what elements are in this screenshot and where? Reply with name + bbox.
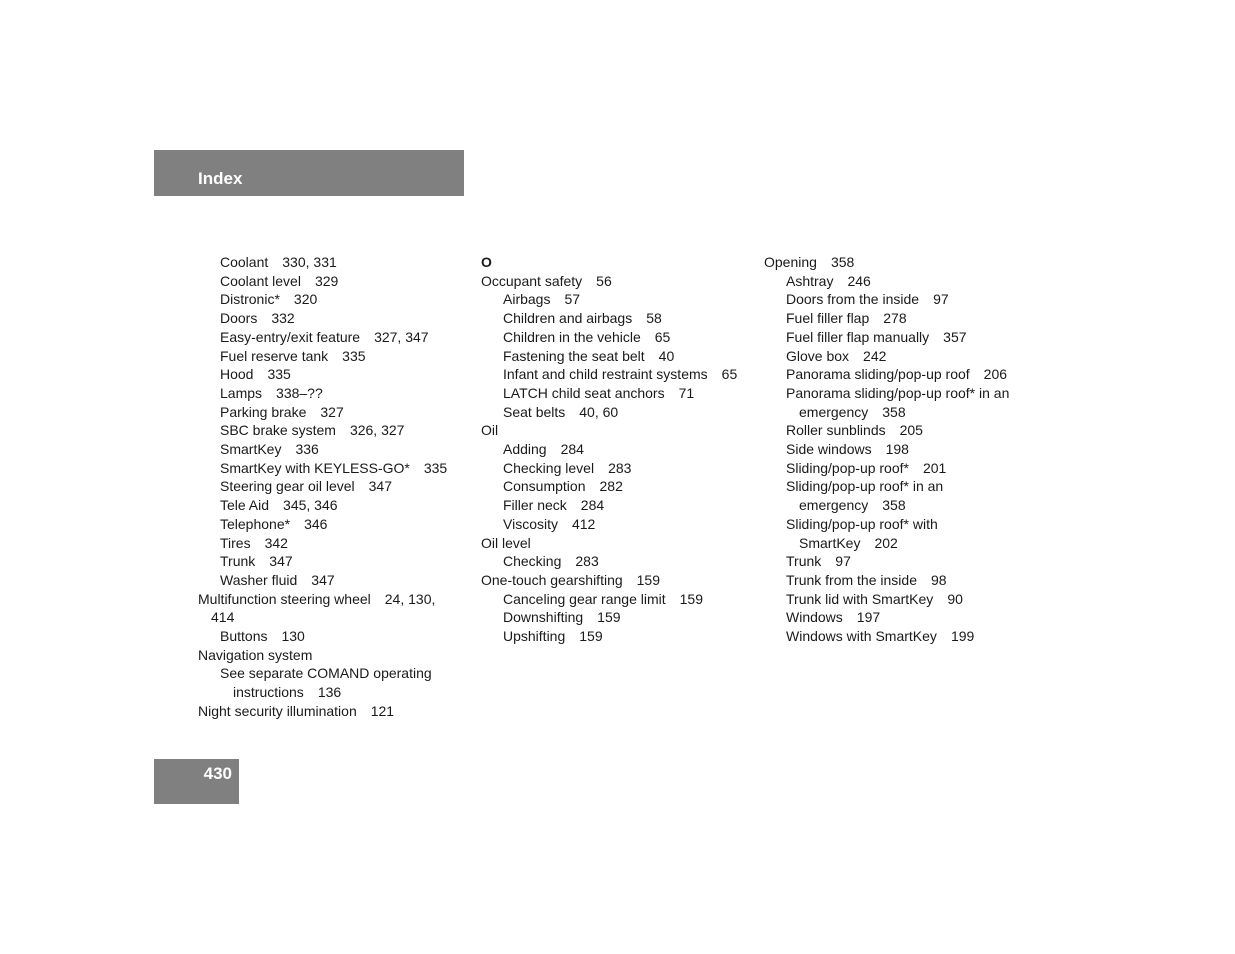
index-entry bbox=[198, 646, 463, 665]
index-term: Adding bbox=[503, 441, 547, 458]
index-entry bbox=[764, 253, 1034, 272]
index-entry bbox=[481, 515, 751, 534]
index-page-ref: 335 bbox=[267, 366, 291, 383]
index-entry bbox=[198, 496, 463, 515]
index-page-ref: 198 bbox=[885, 441, 909, 458]
index-term: instructions bbox=[233, 684, 304, 701]
index-term: Windows with SmartKey bbox=[786, 628, 937, 645]
index-page-ref: 346 bbox=[304, 515, 328, 532]
index-term: Panorama sliding/pop-up roof* in an bbox=[786, 384, 1010, 401]
index-term: SmartKey bbox=[799, 534, 861, 551]
index-term: emergency bbox=[799, 497, 869, 514]
index-page-ref: 130 bbox=[281, 628, 305, 645]
index-entry bbox=[198, 590, 463, 609]
index-term: Navigation system bbox=[198, 646, 313, 663]
index-entry bbox=[198, 477, 463, 496]
index-term: Occupant safety bbox=[481, 272, 583, 289]
index-page-ref: 57 bbox=[564, 291, 581, 308]
index-term: Glove box bbox=[786, 347, 850, 364]
index-entry bbox=[764, 496, 1034, 515]
index-page-ref: 358 bbox=[830, 254, 855, 270]
index-page-ref: 335 bbox=[423, 459, 448, 476]
index-term: Panorama sliding/pop-up roof bbox=[786, 366, 970, 383]
index-page-ref: 327, 347 bbox=[374, 328, 429, 345]
index-entry bbox=[481, 590, 751, 609]
index-term: O bbox=[481, 254, 492, 270]
index-entry bbox=[481, 309, 751, 328]
index-entry bbox=[481, 552, 751, 571]
index-page-ref: 342 bbox=[264, 534, 288, 551]
index-entry bbox=[764, 515, 1034, 534]
index-term: Filler neck bbox=[503, 497, 567, 514]
index-term: Multifunction steering wheel bbox=[198, 590, 371, 607]
index-page-ref: 197 bbox=[856, 609, 881, 626]
index-entry bbox=[198, 459, 463, 478]
index-page-ref: 347 bbox=[368, 478, 392, 495]
index-page-ref: 58 bbox=[646, 310, 662, 327]
index-entry bbox=[198, 290, 463, 309]
index-entry bbox=[198, 347, 463, 366]
index-page-ref: 347 bbox=[311, 571, 335, 588]
index-term: Telephone* bbox=[220, 515, 291, 532]
index-term: Washer fluid bbox=[220, 571, 298, 588]
index-term: Tele Aid bbox=[220, 497, 270, 514]
index-entry bbox=[481, 534, 751, 553]
index-entry bbox=[481, 440, 751, 459]
index-term: Coolant level bbox=[220, 272, 301, 289]
index-entry bbox=[198, 515, 463, 534]
index-term: Doors from the inside bbox=[786, 291, 920, 308]
index-term: Tires bbox=[220, 534, 251, 551]
index-entry bbox=[198, 627, 463, 646]
page-number: 430 bbox=[203, 764, 232, 783]
index-entry bbox=[764, 627, 1034, 646]
index-page-ref: 159 bbox=[679, 590, 703, 607]
index-page-ref: 65 bbox=[654, 328, 671, 345]
index-term: Children in the vehicle bbox=[503, 328, 641, 345]
index-term: Trunk from the inside bbox=[786, 571, 917, 588]
index-term: emergency bbox=[799, 403, 869, 420]
index-page-ref: 242 bbox=[863, 347, 887, 364]
index-entry bbox=[198, 440, 463, 459]
index-page-ref: 205 bbox=[899, 422, 923, 439]
index-page-ref: 159 bbox=[636, 571, 660, 588]
index-page-ref: 345, 346 bbox=[283, 497, 338, 514]
index-term: SBC brake system bbox=[220, 422, 336, 439]
index-page-ref: 335 bbox=[342, 347, 366, 364]
index-term: Children and airbags bbox=[503, 310, 633, 327]
index-page-ref: 97 bbox=[835, 553, 851, 570]
index-page-ref: 40, 60 bbox=[579, 403, 619, 420]
index-entry bbox=[481, 328, 751, 347]
index-page-ref: 246 bbox=[847, 272, 871, 289]
index-page-ref: 206 bbox=[983, 366, 1008, 383]
index-page-ref: 278 bbox=[883, 310, 907, 327]
index-entry bbox=[198, 683, 463, 702]
index-entry bbox=[764, 421, 1034, 440]
index-page-ref: 338–?? bbox=[276, 384, 323, 401]
index-page-ref: 284 bbox=[560, 441, 584, 458]
index-header-bar bbox=[154, 150, 464, 196]
index-term: Oil bbox=[481, 422, 499, 439]
index-page-ref: 97 bbox=[933, 291, 949, 308]
index-page-ref: 282 bbox=[599, 478, 623, 495]
index-entry bbox=[764, 347, 1034, 366]
index-entry bbox=[764, 365, 1034, 384]
index-entry bbox=[198, 309, 463, 328]
index-column-3 bbox=[764, 253, 1034, 646]
index-term: Opening bbox=[764, 254, 817, 270]
index-entry bbox=[481, 347, 751, 366]
index-entry bbox=[764, 440, 1034, 459]
index-term: Trunk bbox=[786, 553, 822, 570]
index-term: Steering gear oil level bbox=[220, 478, 355, 495]
index-term: Infant and child restraint systems bbox=[503, 366, 708, 383]
index-page-ref: 283 bbox=[608, 459, 632, 476]
index-page-ref: 357 bbox=[943, 328, 967, 345]
index-term: LATCH child seat anchors bbox=[503, 384, 665, 401]
index-term: Consumption bbox=[503, 478, 586, 495]
index-term: Distronic* bbox=[220, 291, 280, 308]
index-term: Parking brake bbox=[220, 403, 307, 420]
index-entry bbox=[481, 627, 751, 646]
index-page-ref: 40 bbox=[658, 347, 675, 364]
page-number-box bbox=[154, 759, 239, 804]
index-term: SmartKey bbox=[220, 441, 282, 458]
index-page-ref: 65 bbox=[721, 366, 738, 383]
index-term: Sliding/pop-up roof* with bbox=[786, 515, 938, 532]
index-page-ref: 121 bbox=[370, 702, 395, 719]
index-page-ref: 201 bbox=[922, 459, 947, 476]
index-page-ref: 336 bbox=[295, 441, 319, 458]
index-term: Fuel reserve tank bbox=[220, 347, 329, 364]
index-page-ref: 199 bbox=[950, 628, 975, 645]
index-page-ref: 326, 327 bbox=[349, 422, 405, 439]
index-entry bbox=[481, 384, 751, 403]
index-entry bbox=[198, 272, 463, 291]
index-term: Sliding/pop-up roof* in an bbox=[786, 478, 944, 495]
index-term: Lamps bbox=[220, 384, 263, 401]
index-entry bbox=[481, 365, 751, 384]
index-term: Oil level bbox=[481, 534, 531, 551]
index-page-ref: 327 bbox=[320, 403, 344, 420]
index-page-ref: 284 bbox=[580, 497, 605, 514]
index-entry bbox=[481, 403, 751, 422]
index-page-ref: 320 bbox=[293, 291, 318, 308]
index-entry bbox=[198, 552, 463, 571]
index-term: Windows bbox=[786, 609, 843, 626]
index-entry bbox=[481, 272, 751, 291]
index-term: 414 bbox=[211, 609, 235, 626]
index-page-ref: 136 bbox=[317, 684, 342, 701]
index-term: SmartKey with KEYLESS-GO* bbox=[220, 459, 410, 476]
index-entry bbox=[764, 571, 1034, 590]
index-entry bbox=[764, 477, 1034, 496]
index-entry bbox=[764, 290, 1034, 309]
index-entry bbox=[764, 384, 1034, 403]
index-term: Checking level bbox=[503, 459, 595, 476]
index-term: Doors bbox=[220, 310, 258, 327]
index-page-ref: 24, 130, bbox=[384, 590, 436, 607]
index-entry bbox=[764, 272, 1034, 291]
index-entry bbox=[481, 253, 751, 272]
index-term: Checking bbox=[503, 553, 562, 570]
index-term: Night security illumination bbox=[198, 702, 357, 719]
index-term: Upshifting bbox=[503, 628, 566, 645]
index-term: One-touch gearshifting bbox=[481, 571, 623, 588]
index-entry bbox=[481, 608, 751, 627]
index-term: Ashtray bbox=[786, 272, 834, 289]
index-page-ref: 329 bbox=[314, 272, 339, 289]
index-column-2 bbox=[481, 253, 751, 646]
index-page-ref: 159 bbox=[579, 628, 603, 645]
index-entry bbox=[481, 496, 751, 515]
index-term: Roller sunblinds bbox=[786, 422, 886, 439]
index-column-1 bbox=[198, 253, 463, 721]
index-page-ref: 202 bbox=[874, 534, 898, 551]
index-term: Sliding/pop-up roof* bbox=[786, 459, 909, 476]
index-entry bbox=[198, 403, 463, 422]
index-page-ref: 98 bbox=[930, 571, 947, 588]
index-entry bbox=[764, 328, 1034, 347]
index-page-ref: 347 bbox=[269, 553, 293, 570]
index-entry bbox=[198, 608, 463, 627]
index-title: Index bbox=[198, 169, 243, 188]
index-entry bbox=[764, 608, 1034, 627]
index-term: Downshifting bbox=[503, 609, 584, 626]
index-entry bbox=[481, 290, 751, 309]
index-entry bbox=[198, 702, 463, 721]
index-term: Side windows bbox=[786, 441, 872, 458]
index-entry bbox=[481, 571, 751, 590]
index-term: Coolant bbox=[220, 254, 269, 270]
index-entry bbox=[764, 552, 1034, 571]
index-term: Trunk lid with SmartKey bbox=[786, 590, 934, 607]
index-page-ref: 56 bbox=[596, 272, 612, 289]
index-entry bbox=[481, 421, 751, 440]
index-entry bbox=[198, 365, 463, 384]
index-entry bbox=[198, 664, 463, 683]
index-page-ref: 159 bbox=[597, 609, 621, 626]
index-page-ref: 90 bbox=[947, 590, 963, 607]
index-entry bbox=[198, 421, 463, 440]
index-entry bbox=[198, 384, 463, 403]
index-page-ref: 283 bbox=[575, 553, 599, 570]
index-page-ref: 412 bbox=[571, 515, 596, 532]
index-term: Canceling gear range limit bbox=[503, 590, 666, 607]
index-entry bbox=[764, 459, 1034, 478]
index-term: Hood bbox=[220, 366, 254, 383]
index-term: Fuel filler flap manually bbox=[786, 328, 930, 345]
index-entry bbox=[481, 459, 751, 478]
index-entry bbox=[198, 571, 463, 590]
index-term: Fastening the seat belt bbox=[503, 347, 645, 364]
index-term: Seat belts bbox=[503, 403, 566, 420]
index-entry bbox=[198, 328, 463, 347]
index-entry bbox=[198, 253, 463, 272]
index-term: Airbags bbox=[503, 291, 551, 308]
index-entry bbox=[764, 590, 1034, 609]
index-entry bbox=[764, 309, 1034, 328]
index-term: Viscosity bbox=[503, 515, 558, 532]
index-page-ref: 71 bbox=[678, 384, 695, 401]
index-page-ref: 358 bbox=[882, 403, 906, 420]
index-term: See separate COMAND operating bbox=[220, 665, 432, 682]
index-page-ref: 330, 331 bbox=[282, 254, 337, 270]
index-page-ref: 332 bbox=[271, 310, 295, 327]
index-entry bbox=[764, 403, 1034, 422]
index-term: Buttons bbox=[220, 628, 268, 645]
index-entry bbox=[198, 534, 463, 553]
index-entry bbox=[481, 477, 751, 496]
index-page-ref: 358 bbox=[882, 497, 906, 514]
index-entry bbox=[764, 534, 1034, 553]
index-term: Fuel filler flap bbox=[786, 310, 870, 327]
index-term: Trunk bbox=[220, 553, 256, 570]
index-term: Easy-entry/exit feature bbox=[220, 328, 361, 345]
